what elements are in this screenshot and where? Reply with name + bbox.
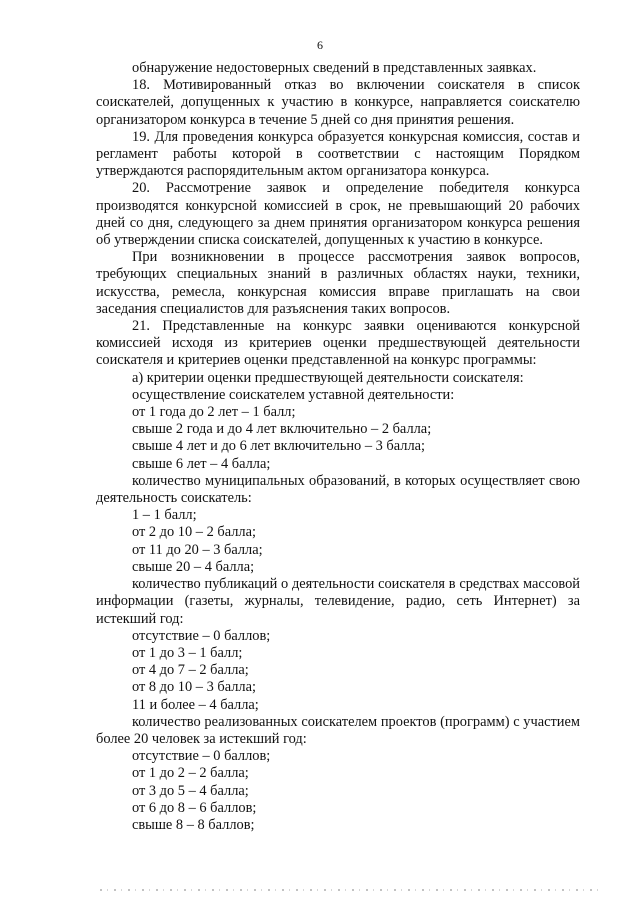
list-item: обнаружение недостоверных сведений в представленных заявках. bbox=[132, 60, 537, 76]
paragraph-19: 19. Для проведения конкурса образуется конкурсная комиссия, состав и регламент работы которой в соответствии с настоящим Порядком утверждаются распорядительным актом организатора конкурса. bbox=[96, 128, 580, 180]
paragraph-21: 21. Представленные на конкурс заявки оцениваются конкурсной комиссией исходя из критериев оценки предшествующей деятельности соискателя и критериев оценки представленной на конкурс программы: bbox=[96, 318, 580, 369]
criterion-statutory-activity: осуществление соискателем уставной деятельности: bbox=[132, 386, 455, 403]
list-item: свыше 2 года и до 4 лет включительно – 2 балла; bbox=[132, 421, 432, 438]
list-item: от 4 до 7 – 2 балла; bbox=[132, 662, 249, 679]
list-item: 11 и более – 4 балла; bbox=[132, 696, 259, 713]
list-item: свыше 20 – 4 балла; bbox=[132, 558, 255, 575]
scan-edge-artifact bbox=[100, 889, 600, 891]
paragraph-18: 18. Мотивированный отказ во включении соискателя в список соискателей, допущенных к участию в конкурсе, направляется соискателю организатором конкурса в течение 5 дней со дня принятия решения. bbox=[96, 77, 580, 128]
list-item: от 6 до 8 – 6 баллов; bbox=[132, 799, 257, 816]
list-item: от 1 до 3 – 1 балл; bbox=[132, 644, 243, 661]
list-item: от 3 до 5 – 4 балла; bbox=[132, 782, 249, 799]
list-item: отсутствие – 0 баллов; bbox=[132, 748, 271, 765]
criterion-municipalities: количество муниципальных образований, в которых осуществляет свою деятельность соискатель: bbox=[96, 472, 580, 507]
criteria-heading: а) критерии оценки предшествующей деятельности соискателя: bbox=[132, 369, 524, 386]
criterion-publications: количество публикаций о деятельности соискателя в средствах массовой информации (газеты, журналы, телевидение, радио, сеть Интернет) за истекший год: bbox=[96, 576, 580, 627]
criterion-projects: количество реализованных соискателем проектов (программ) с участием более 20 человек за истекший год: bbox=[96, 713, 580, 747]
document-body bbox=[96, 60, 580, 834]
list-item: отсутствие – 0 баллов; bbox=[132, 627, 271, 644]
list-item: свыше 4 лет и до 6 лет включительно – 3 балла; bbox=[132, 438, 426, 455]
list-item: 1 – 1 балл; bbox=[132, 507, 197, 524]
list-item: от 1 до 2 – 2 балла; bbox=[132, 765, 249, 782]
page-number: 6 bbox=[317, 38, 323, 52]
list-item: от 1 года до 2 лет – 1 балл; bbox=[132, 404, 296, 421]
list-item: свыше 6 лет – 4 балла; bbox=[132, 455, 271, 472]
list-item: свыше 8 – 8 баллов; bbox=[132, 816, 255, 833]
paragraph-specialists: При возникновении в процессе рассмотрения заявок вопросов, требующих специальных знаний в различных областях науки, техники, искусства, ремесла, конкурсная комиссия вправе приглашать на свои заседания специалистов для разъяснения таких вопросов. bbox=[96, 249, 580, 317]
list-item: от 2 до 10 – 2 балла; bbox=[132, 524, 256, 541]
list-item: от 8 до 10 – 3 балла; bbox=[132, 679, 256, 696]
paragraph-20: 20. Рассмотрение заявок и определение победителя конкурса производятся конкурсной комиссией в срок, не превышающий 20 рабочих дней со дня, следующего за днем принятия организатором конкурса решения об утверждении списка соискателей, допущенных к участию в конкурсе. bbox=[96, 180, 580, 249]
list-item: от 11 до 20 – 3 балла; bbox=[132, 541, 263, 558]
